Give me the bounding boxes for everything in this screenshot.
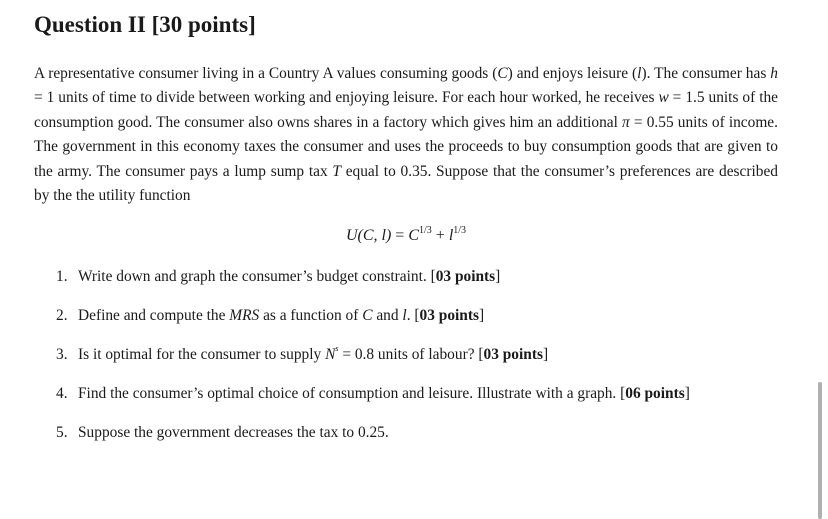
item-text: Suppose the government decreases the tax to 0.25.: [78, 423, 389, 441]
formula-C: C: [408, 226, 419, 244]
intro-text: = 0.55 units of income. The government in this economy taxes the consumer and uses the proceeds to buy consumption goods that are given to the army. The consumer pays a lump sump tax: [34, 113, 778, 180]
formula-U: U: [345, 226, 358, 244]
formula-exp: 1/3: [453, 224, 467, 236]
item-points: 06 points: [625, 384, 685, 402]
item-number: 4.: [56, 384, 68, 402]
item-points: 03 points: [435, 267, 496, 285]
var-h: h: [770, 65, 778, 82]
intro-text: ) and enjoys leisure (: [507, 65, 638, 82]
intro-text: ). The consumer has: [641, 65, 771, 82]
item-text: . [: [406, 306, 420, 324]
item-text: ]: [684, 384, 690, 402]
formula-eq: =: [391, 226, 409, 244]
item-points: 03 points: [483, 345, 543, 363]
question-page: [34, 8, 778, 460]
item-number: 2.: [56, 306, 68, 324]
list-item: [34, 343, 778, 367]
var-l: l: [637, 65, 642, 82]
question-intro: [34, 62, 778, 208]
item-text: Is it optimal for the consumer to supply: [78, 345, 326, 363]
item-text: = 0.8 units of labour? [: [338, 345, 484, 363]
item-text: as a function of: [259, 306, 363, 324]
utility-formula: [34, 224, 778, 248]
var-MRS: MRS: [229, 306, 260, 324]
var-T: T: [332, 162, 341, 180]
item-points: 03 points: [419, 306, 479, 324]
formula-l: l: [448, 226, 454, 244]
formula-plus: +: [431, 226, 449, 244]
var-pi: π: [622, 113, 630, 131]
intro-text: = 1 units of time to divide between working and enjoying leisure. For each hour worked, he receives: [34, 89, 659, 107]
intro-text: A representative consumer living in a Country A values consuming goods (: [34, 65, 498, 82]
question-title: Question II [30 points]: [34, 12, 256, 37]
item-number: 5.: [56, 423, 68, 441]
item-text: ]: [495, 267, 501, 285]
item-text: ]: [542, 345, 549, 363]
item-number: 3.: [56, 345, 68, 363]
var-w: w: [658, 89, 669, 107]
var-N: N: [325, 345, 336, 363]
item-number: 1.: [56, 267, 68, 285]
list-item: [34, 421, 778, 445]
item-text: Write down and graph the consumer’s budget constraint. [: [78, 267, 436, 285]
var-C: C: [362, 306, 373, 324]
var-N-superscript: s: [335, 343, 339, 353]
var-l: l: [402, 306, 407, 324]
item-text: Define and compute the: [78, 306, 230, 324]
item-text: ]: [478, 306, 485, 324]
vertical-scrollbar[interactable]: [818, 382, 822, 519]
list-item: [34, 265, 778, 289]
question-list: [34, 265, 778, 445]
list-item: [34, 382, 778, 406]
intro-text: = 1.5 units of the consumption good. The consumer also owns shares in a factory which gives him an additional: [34, 89, 778, 131]
intro-text: equal to 0.35. Suppose that the consumer’s preferences are described by the the utility function: [34, 162, 778, 205]
list-item: [34, 304, 778, 328]
var-C: C: [497, 65, 508, 82]
formula-args: (C, l): [357, 226, 392, 244]
item-text: and: [372, 306, 403, 324]
formula-exp: 1/3: [419, 224, 432, 236]
item-text: Find the consumer’s optimal choice of consumption and leisure. Illustrate with a graph. [: [78, 384, 626, 402]
